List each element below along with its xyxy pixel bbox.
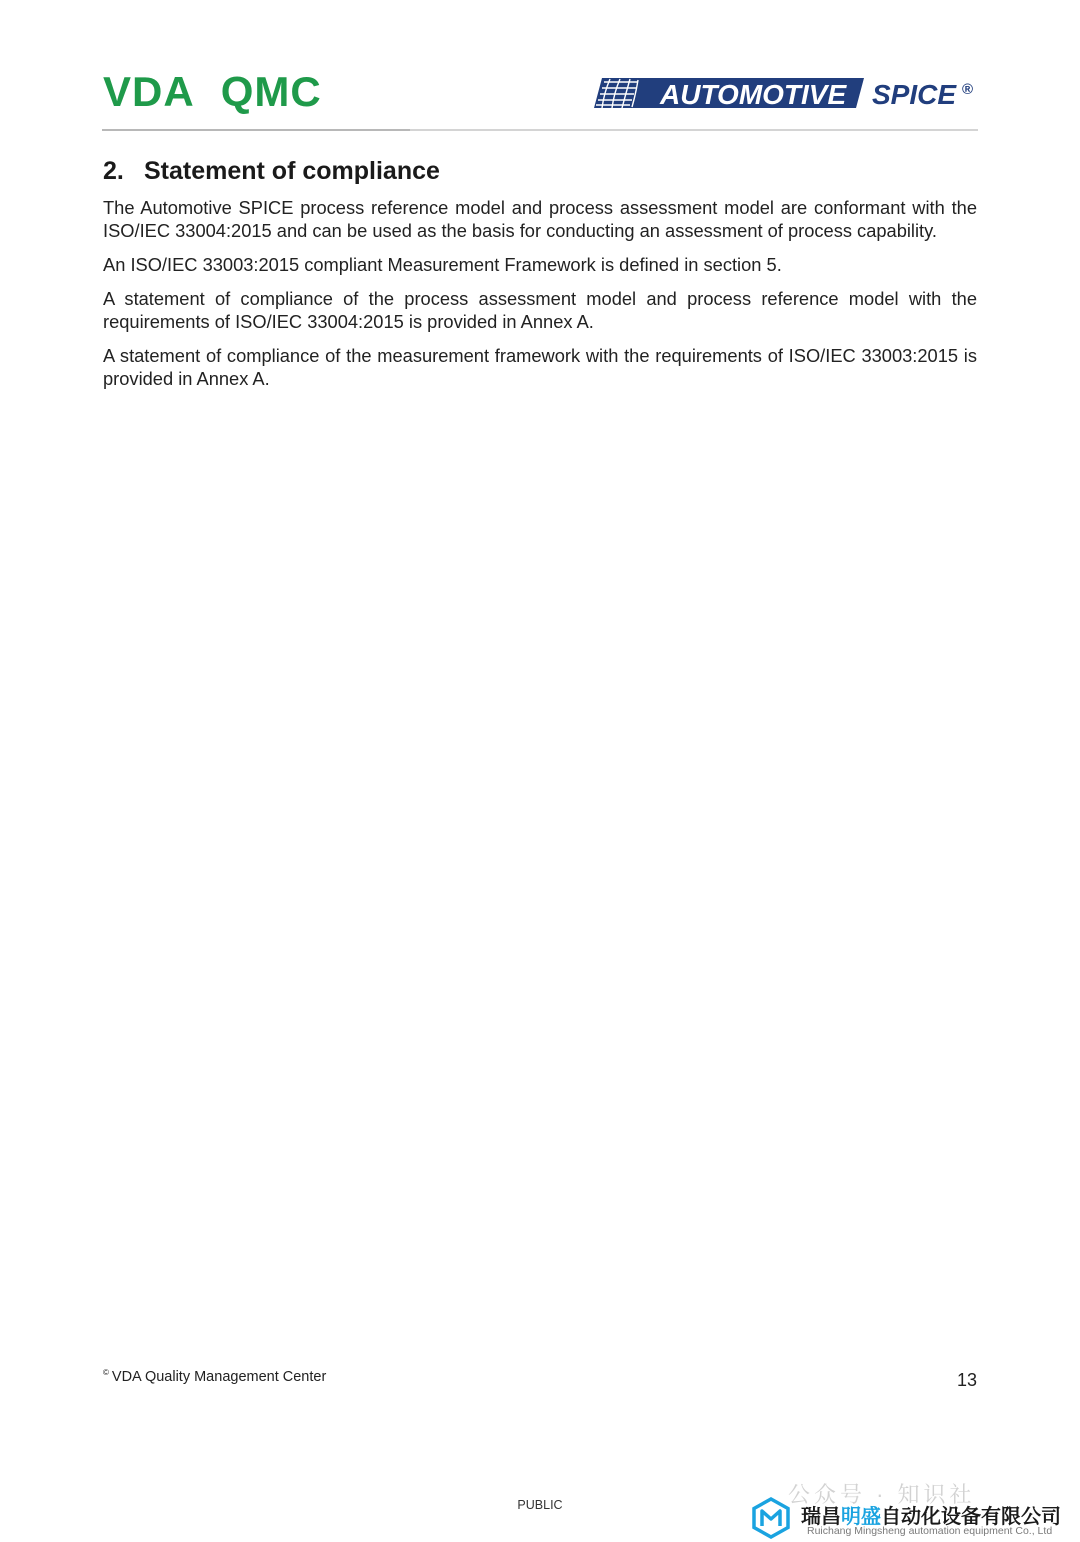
- spice-word-automotive: AUTOMOTIVE: [660, 79, 847, 110]
- header-divider-right: [410, 129, 978, 131]
- vda-qmc-logo: [103, 68, 322, 116]
- section-heading: [103, 157, 977, 186]
- section-number: 2.: [103, 157, 124, 185]
- company-name-en: Ruichang Mingsheng automation equipment Co., Ltd: [807, 1525, 1053, 1537]
- paragraph-conformance: The Automotive SPICE process reference model and process assessment model are conformant with the ISO/IEC 33004:2015 and can be used as the basis for conducting an assessment of process capability.: [103, 197, 977, 242]
- watermark-faint-text: 公众号 · 知识社: [788, 1482, 976, 1507]
- page-header: [0, 0, 1080, 140]
- automotive-spice-logo: [594, 74, 978, 112]
- paragraph-framework-compliance: A statement of compliance of the measurement framework with the requirements of ISO/IEC 33003:2015 is provided in Annex A.: [103, 344, 977, 390]
- vda-logo-text: VDA: [103, 68, 195, 115]
- classification-label: PUBLIC: [517, 1498, 563, 1512]
- copyright-symbol: ©: [103, 1368, 109, 1377]
- company-name-cn-part1: 瑞昌: [801, 1504, 841, 1528]
- section-title: Statement of compliance: [144, 157, 440, 185]
- copyright-text: VDA Quality Management Center: [111, 1369, 327, 1385]
- company-name-cn-accent: 明盛: [841, 1504, 881, 1528]
- paragraph-measurement-framework: An ISO/IEC 33003:2015 compliant Measurement Framework is defined in section 5.: [103, 254, 782, 276]
- company-logo-icon: [751, 1497, 791, 1539]
- qmc-logo-text: QMC: [220, 68, 322, 115]
- paragraph-pam-prm-compliance: A statement of compliance of the process assessment model and process reference model with the requirements of ISO/IEC 33004:2015 is provided in Annex A.: [103, 287, 977, 333]
- footer-copyright: [103, 1368, 326, 1385]
- company-name-cn-part3: 自动化设备有限公司: [881, 1504, 1061, 1528]
- header-divider-left: [102, 129, 410, 131]
- spice-word-spice: SPICE: [872, 79, 957, 110]
- page-number: 13: [956, 1370, 977, 1390]
- registered-mark: ®: [962, 81, 974, 98]
- page-content: [103, 157, 977, 401]
